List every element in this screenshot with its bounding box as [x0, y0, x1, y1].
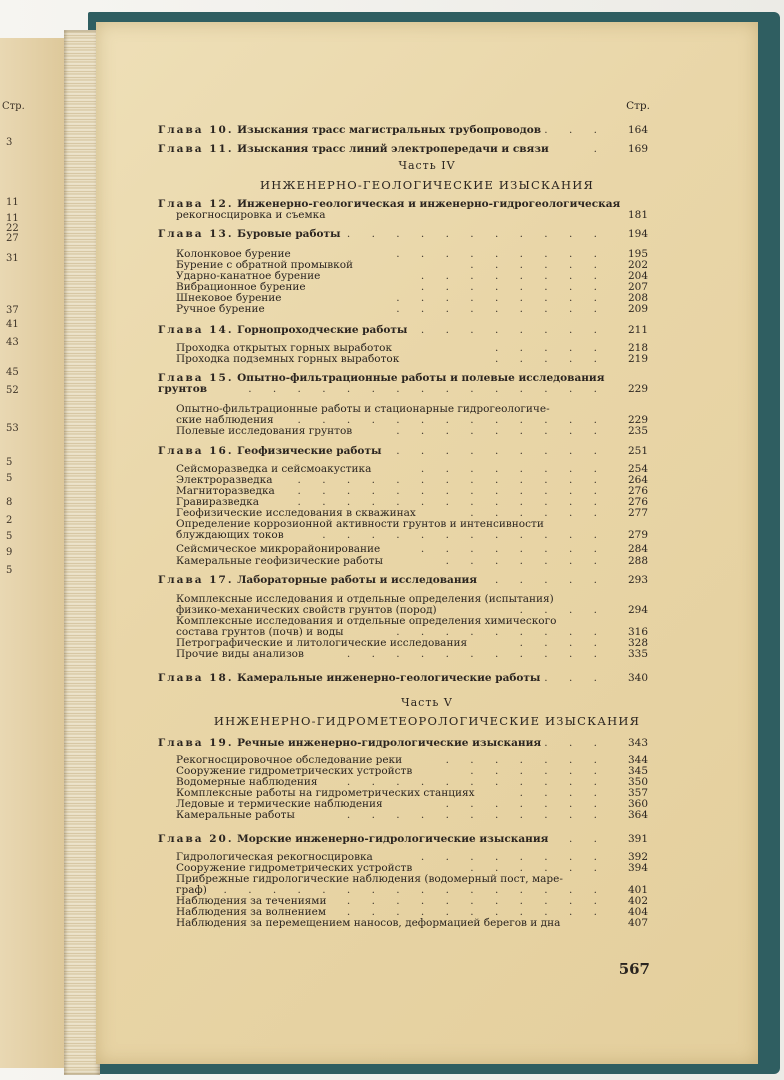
page-ref: 169 — [627, 143, 648, 155]
page-ref: 394 — [627, 862, 648, 874]
page-ref: 364 — [627, 809, 648, 821]
page-ref: 277 — [627, 507, 648, 519]
leader-dots: . . . . . . . . . — [396, 445, 606, 457]
toc-entry-text — [176, 917, 560, 929]
entry-title: состава грунтов (почв) и воды — [176, 626, 344, 638]
leader-dots: . . . . . . . . . . . . . . . . . — [198, 884, 606, 896]
page-ref: 207 — [627, 281, 648, 293]
leader-dots: . . . — [544, 124, 606, 136]
leader-dots: . — [593, 143, 606, 155]
chapter-label: Глава 17. — [158, 574, 234, 586]
entry-title: Инженерно-геологическая и инженерно-гидрогеологическая — [237, 198, 621, 210]
page-ref: 194 — [627, 228, 648, 240]
toc-entry-text — [176, 809, 295, 821]
leader-dots: . . . . . . . . . . . . . — [297, 485, 606, 497]
entry-title: блуждающих токов — [176, 529, 284, 541]
entry-title: Проходка открытых горных выработок — [176, 342, 393, 354]
entry-title: физико-механических свойств грунтов (пород) — [176, 604, 437, 616]
leader-dots: . . . . . — [494, 353, 606, 365]
toc-entry-text — [176, 209, 326, 221]
page-ref: 264 — [627, 474, 648, 486]
leader-dots: . . . . . . . . . — [396, 626, 606, 638]
entry-title: ские наблюдения — [176, 414, 274, 426]
toc-page — [96, 22, 758, 1064]
leader-dots: . . . . — [519, 787, 606, 799]
page-ref: 391 — [627, 833, 648, 845]
page-ref: 208 — [627, 292, 648, 304]
page-ref: 392 — [627, 851, 648, 863]
leader-dots: . . . — [544, 737, 606, 749]
page-ref: 276 — [627, 496, 648, 508]
page-ref: 328 — [627, 637, 648, 649]
page-ref: 288 — [627, 555, 648, 567]
leader-dots: . . . . . . — [470, 259, 606, 271]
page-ref: 404 — [627, 906, 648, 918]
leader-dots: . . . . . . . . . . . — [346, 895, 606, 907]
entry-title: Изыскания трасс магистральных трубопроводов — [237, 124, 542, 136]
page-ref: 276 — [627, 485, 648, 497]
entry-title: Опытно-фильтрационные работы и полевые исследования — [237, 372, 605, 384]
leader-dots: . . . . . . . . — [420, 543, 606, 555]
toc-entry-text — [158, 672, 540, 684]
leader-dots: . . . . . — [494, 342, 606, 354]
entry-title: грунтов — [158, 383, 207, 395]
left-page-fragment: 43 — [6, 337, 19, 348]
entry-title: Прочие виды анализов — [176, 648, 304, 660]
leader-dots: . . . . . . . . . . . . — [322, 529, 606, 541]
left-page-fragment: 5 — [6, 457, 13, 468]
leader-dots: . . . . . . . . . . . . . . . — [248, 383, 606, 395]
entry-title: Наблюдения за течениями — [176, 895, 327, 907]
page-ref: 343 — [627, 737, 648, 749]
chapter-label: Глава 18. — [158, 672, 234, 684]
leader-dots: . . . . . . . . . . . — [346, 228, 606, 240]
entry-title: Колонковое бурение — [176, 248, 291, 260]
chapter-label: Глава 19. — [158, 737, 234, 749]
page-ref: 219 — [627, 353, 648, 365]
leader-dots: . . . . . . . . — [420, 324, 606, 336]
chapter-label: Глава 15. — [158, 372, 234, 384]
chapter-label: Глава 20. — [158, 833, 234, 845]
left-page-fragment: 11 — [6, 197, 19, 208]
page-ref: 164 — [627, 124, 648, 136]
entry-title: Проходка подземных горных выработок — [176, 353, 400, 365]
page-ref: 211 — [627, 324, 648, 336]
entry-title: Ледовые и термические наблюдения — [176, 798, 383, 810]
leader-dots: . . . . . . . . . — [396, 248, 606, 260]
leader-dots: . . . . . . . . . . . . . — [297, 496, 606, 508]
chapter-label: Глава 10. — [158, 124, 234, 136]
leader-dots: . . . . . . . . . . . . . — [297, 414, 606, 426]
entry-title: Гравиразведка — [176, 496, 259, 508]
entry-title: граф) — [176, 884, 207, 896]
page-ref: 344 — [627, 754, 648, 766]
page-ref: 345 — [627, 765, 648, 777]
entry-title: Гидрологическая рекогносцировка — [176, 851, 373, 863]
left-page-fragment: Стр. — [2, 101, 25, 112]
entry-title: Сейсмическое микрорайонирование — [176, 543, 381, 555]
leader-dots: . . . — [544, 672, 606, 684]
entry-title: Геофизические работы — [237, 445, 382, 457]
entry-title: Речные инженерно-гидрологические изыскания — [237, 737, 542, 749]
leader-dots: . . . . . . . . . . . — [346, 776, 606, 788]
leader-dots: . . . . . . — [470, 862, 606, 874]
entry-title: Комплексные исследования и отдельные определения химического — [176, 615, 557, 627]
page-ref: 209 — [627, 303, 648, 315]
entry-title: Сооружение гидрометрических устройств — [176, 862, 413, 874]
leader-dots: . . . . . . . . . — [396, 425, 606, 437]
entry-title: Водомерные наблюдения — [176, 776, 318, 788]
toc-entry-text — [158, 324, 407, 336]
chapter-label: Глава 16. — [158, 445, 234, 457]
entry-title: Изыскания трасс линий электропередачи и связи — [237, 143, 549, 155]
page-ref: 335 — [627, 648, 648, 660]
left-page-fragment: 52 — [6, 385, 19, 396]
left-page-fragment: 5 — [6, 565, 13, 576]
chapter-label: Глава 12. — [158, 198, 234, 210]
leader-dots: . . . . . . . . — [420, 270, 606, 282]
left-page-fragment: 3 — [6, 137, 13, 148]
page-ref: 195 — [627, 248, 648, 260]
left-page-fragment: 5 — [6, 473, 13, 484]
page-ref: 340 — [627, 672, 648, 684]
leader-dots: . . . . . . . . — [420, 281, 606, 293]
leader-dots: . . . . . . . . . . . . . — [297, 474, 606, 486]
left-page-fragment: 31 — [6, 253, 19, 264]
toc-entry-text — [158, 143, 549, 155]
page-ref: 279 — [627, 529, 648, 541]
left-page-fragment: 2 — [6, 515, 13, 526]
entry-title: Опытно-фильтрационные работы и стационарные гидрогеологиче- — [176, 403, 550, 415]
leader-dots: . . . . . . . . . . . — [346, 906, 606, 918]
page-ref: 254 — [627, 463, 648, 475]
leader-dots: . . . . — [519, 637, 606, 649]
leader-dots: . . . . . . . . . — [396, 303, 606, 315]
page-ref: 229 — [627, 414, 648, 426]
entry-title: Бурение с обратной промывкой — [176, 259, 354, 271]
entry-title: Геофизические исследования в скважинах — [176, 507, 416, 519]
pages-column-label: Стр. — [626, 100, 650, 112]
toc-entry-text — [158, 228, 341, 240]
page-ref: 235 — [627, 425, 648, 437]
leader-dots: . . . . . . . — [445, 754, 606, 766]
entry-title: Горнопроходческие работы — [237, 324, 408, 336]
section-heading: ИНЖЕНЕРНО-ГЕОЛОГИЧЕСКИЕ ИЗЫСКАНИЯ — [260, 178, 594, 192]
toc-entry-text — [176, 353, 399, 365]
leader-dots: . . . . . . — [470, 765, 606, 777]
leader-dots: . . . . . . . . . — [396, 292, 606, 304]
left-page-fragment: 8 — [6, 497, 13, 508]
leader-dots: . . . — [544, 833, 606, 845]
entry-title: Морские инженерно-гидрологические изыскания — [237, 833, 549, 845]
page-ref: 202 — [627, 259, 648, 271]
leader-dots: . . . . . . . . — [420, 851, 606, 863]
toc-entry-text — [176, 543, 380, 555]
chapter-label: Глава 13. — [158, 228, 234, 240]
toc-entry-text — [176, 303, 265, 315]
toc-entry-text — [158, 124, 541, 136]
leader-dots: . . . . . . . . . . . — [346, 648, 606, 660]
leader-dots: . . . . . . . — [445, 798, 606, 810]
leader-dots: . . . . — [519, 604, 606, 616]
leader-dots: . . . . . . . . — [420, 463, 606, 475]
toc-entry-text — [158, 737, 541, 749]
entry-title: Определение коррозионной активности грунтов и интенсивности — [176, 518, 544, 530]
entry-title: Вибрационное бурение — [176, 281, 306, 293]
page-ref: 316 — [627, 626, 648, 638]
left-page-fragment: 5 — [6, 531, 13, 542]
page-ref: 293 — [627, 574, 648, 586]
entry-title: Ручное бурение — [176, 303, 265, 315]
leader-dots: . . . . . . . . . . . — [346, 809, 606, 821]
entry-title: Буровые работы — [237, 228, 341, 240]
leader-dots: . . . . . — [494, 574, 606, 586]
left-page-fragment: 9 — [6, 547, 13, 558]
page-ref: 218 — [627, 342, 648, 354]
part-heading: Часть V — [401, 696, 453, 709]
part-heading: Часть IV — [398, 159, 456, 172]
left-page-fragment: 11 — [6, 213, 19, 224]
page-number: 567 — [618, 960, 650, 978]
page-ref: 251 — [627, 445, 648, 457]
entry-title: Сооружение гидрометрических устройств — [176, 765, 413, 777]
entry-title: Камеральные геофизические работы — [176, 555, 383, 567]
entry-title: Рекогносцировочное обследование реки — [176, 754, 403, 766]
left-page-fragment: 41 — [6, 319, 19, 330]
entry-title: Прибрежные гидрологические наблюдения (водомерный пост, маре- — [176, 873, 563, 885]
entry-title: Магниторазведка — [176, 485, 275, 497]
page-ref: 407 — [627, 917, 648, 929]
entry-title: Шнековое бурение — [176, 292, 282, 304]
entry-title: Комплексные исследования и отдельные определения (испытания) — [176, 593, 554, 605]
page-ref: 357 — [627, 787, 648, 799]
chapter-label: Глава 11. — [158, 143, 234, 155]
toc-entry-text — [176, 555, 383, 567]
page-ref: 204 — [627, 270, 648, 282]
toc-entry-text — [176, 648, 304, 660]
entry-title: Комплексные работы на гидрометрических станциях — [176, 787, 475, 799]
page-ref: 360 — [627, 798, 648, 810]
leader-dots: . . . . . . . — [445, 555, 606, 567]
left-page-fragment: 22 — [6, 223, 19, 234]
page-ref: 350 — [627, 776, 648, 788]
left-page-fragment: 53 — [6, 423, 19, 434]
entry-title: Наблюдения за перемещением наносов, деформацией берегов и дна — [176, 917, 561, 929]
leader-dots: . . . . . . — [470, 507, 606, 519]
entry-title: Петрографические и литологические исследования — [176, 637, 468, 649]
section-heading: ИНЖЕНЕРНО-ГИДРОМЕТЕОРОЛОГИЧЕСКИЕ ИЗЫСКАНИЯ — [213, 714, 641, 728]
entry-title: Наблюдения за волнением — [176, 906, 327, 918]
entry-title: Лабораторные работы и исследования — [237, 574, 478, 586]
page-ref: 402 — [627, 895, 648, 907]
toc-entry-text — [158, 445, 381, 457]
toc-entry-text — [158, 574, 477, 586]
page-ref: 181 — [627, 209, 648, 221]
entry-title: Ударно-канатное бурение — [176, 270, 321, 282]
entry-title: Камеральные работы — [176, 809, 295, 821]
chapter-label: Глава 14. — [158, 324, 234, 336]
entry-title: Камеральные инженерно-геологические работы — [237, 672, 541, 684]
entry-title: рекогносцировка и съемка — [176, 209, 326, 221]
book-spine — [64, 30, 100, 1075]
page-ref: 401 — [627, 884, 648, 896]
entry-title: Сейсморазведка и сейсмоакустика — [176, 463, 372, 475]
left-page-fragment: 27 — [6, 233, 19, 244]
page-ref: 294 — [627, 604, 648, 616]
toc-entry-text — [158, 833, 548, 845]
entry-title: Электроразведка — [176, 474, 273, 486]
page-ref: 229 — [627, 383, 648, 395]
entry-title: Полевые исследования грунтов — [176, 425, 353, 437]
page-ref: 284 — [627, 543, 648, 555]
toc-entry-text — [176, 529, 284, 541]
toc-entry-text — [176, 425, 352, 437]
left-page-fragment: 45 — [6, 367, 19, 378]
left-page-fragment: 37 — [6, 305, 19, 316]
toc-entry-text — [158, 383, 207, 395]
